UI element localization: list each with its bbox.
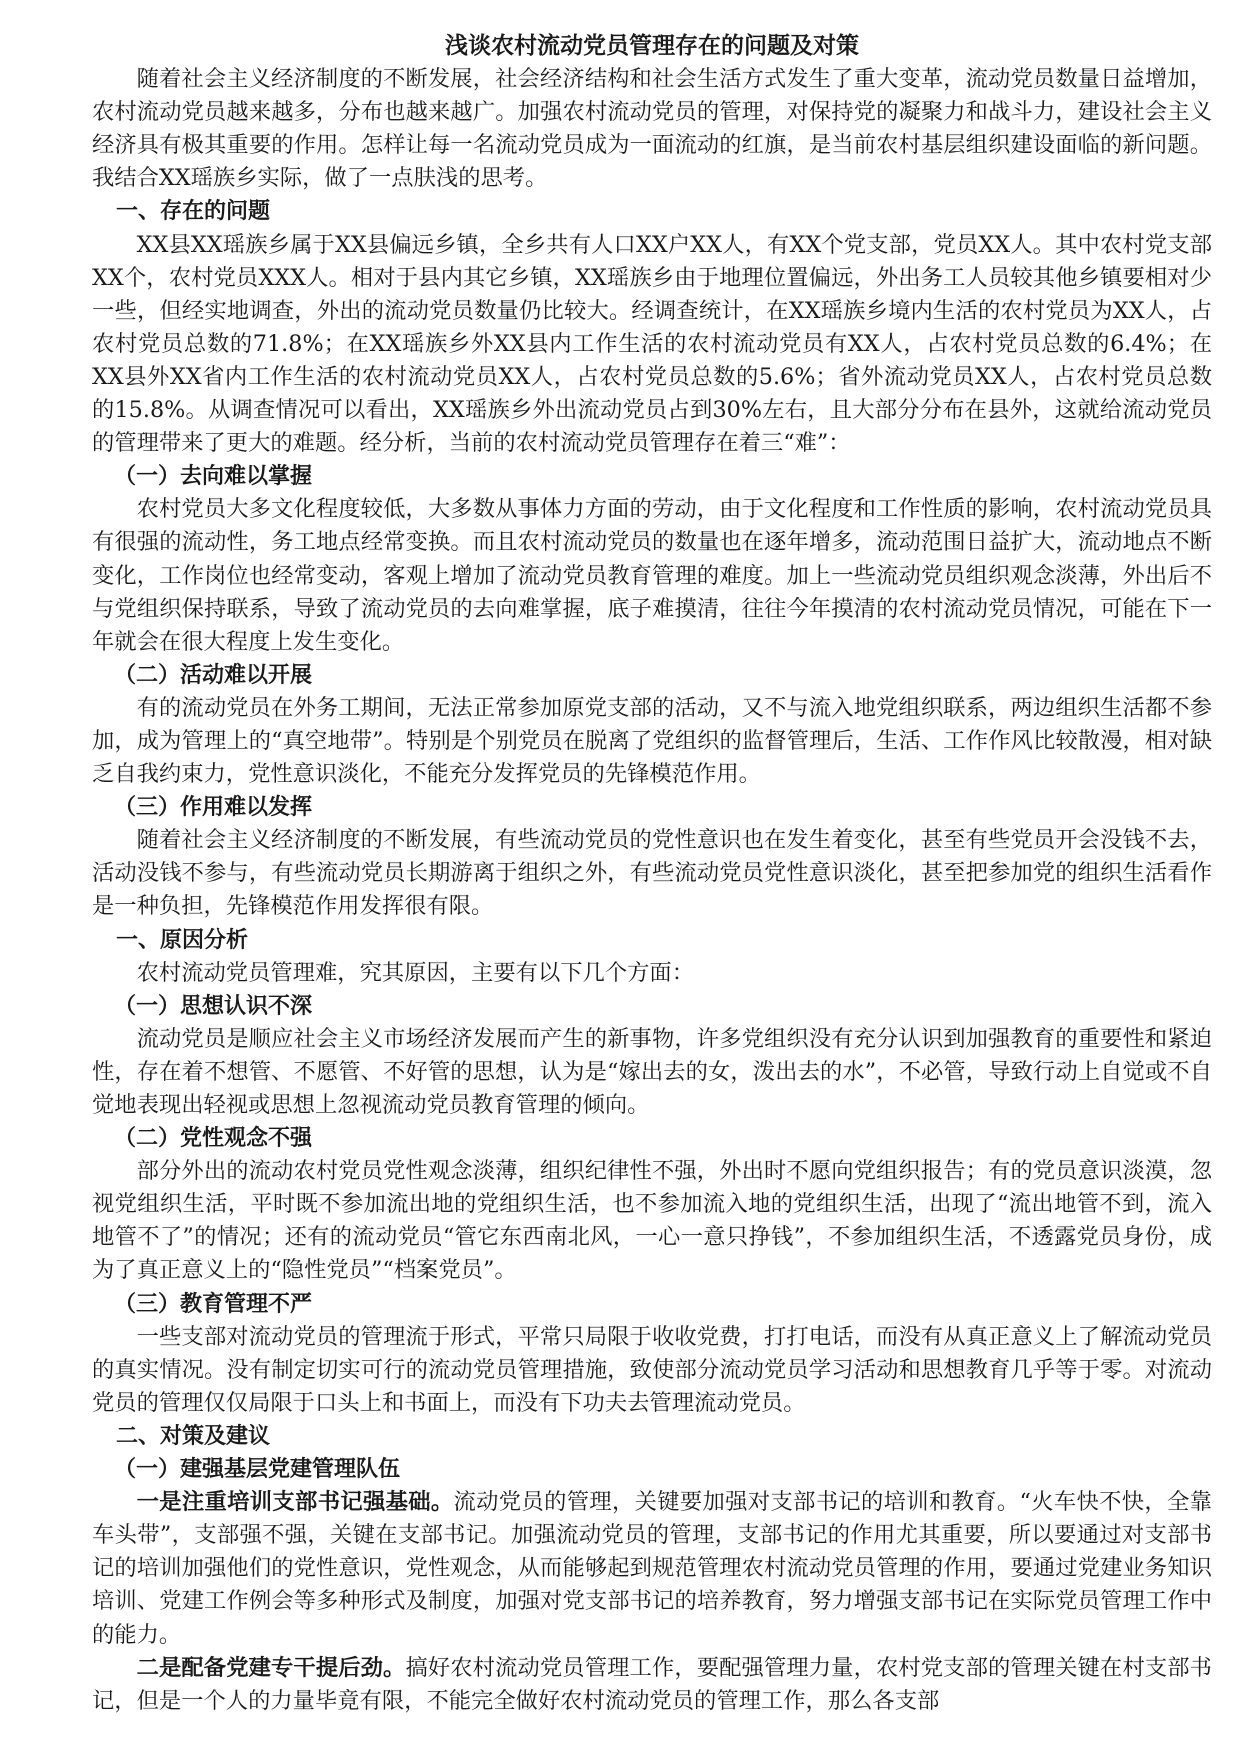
problems-paragraph: XX县XX瑶族乡属于XX县偏远乡镇，全乡共有人口XX户XX人，有XX个党支部，党员XX人。其中农村党支部XX个，农村党员XXX人。相对于县内其它乡镇，XX瑶族乡由于地理位置偏远，外出务工人员较其他乡镇要相对少一些，但经实地调查，外出的流动党员数量仍比较大。经调查统计，在XX瑶族乡境内生活的农村党员为XX人，占农村党员总数的71.8%；在XX瑶族乡外XX县内工作生活的农村流动党员有XX人，占农村党员总数的6.4%；在XX县外XX省内工作生活的农村流动党员XX人，占农村党员总数的5.6%；省外流动党员XX人，占农村党员总数的15.8%。从调查情况可以看出，XX瑶族乡外出流动党员占到30%左右，且大部分分布在县外，这就给流动党员的管理带来了更大的难题。经分析，当前的农村流动党员管理存在着三“难”： <box>92 231 1212 457</box>
training-lead: 一是注重培训支部书记强基础。 <box>136 1489 454 1516</box>
activities-paragraph: 有的流动党员在外务工期间，无法正常参加原党支部的活动，又不与流入地党组织联系，两边组织生活都不参加，成为管理上的“真空地带”。特别是个别党员在脱离了党组织的监督管理后，生活、工作作风比较散漫，相对缺乏自我约束力，党性意识淡化，不能充分发挥党员的先锋模范作用。 <box>92 694 1212 788</box>
section-heading-problems: 一、存在的问题 <box>116 199 271 225</box>
document-page <box>92 30 1212 1718</box>
subheading-role: （三）作用难以发挥 <box>114 795 313 821</box>
staffing-lead: 二是配备党建专干提后劲。 <box>136 1654 406 1681</box>
whereabouts-paragraph: 农村党员大多文化程度较低，大多数从事体力方面的劳动，由于文化程度和工作性质的影响，农村流动党员具有很强的流动性，务工地点经常变换。而且农村流动党员的数量也在逐年增多，流动范围日益扩大，流动地点不断变化，工作岗位也经常变动，客观上增加了流动党员教育管理的难度。加上一些流动党员组织观念淡薄，外出后不与党组织保持联系，导致了流动党员的去向难掌握，底子难摸清，往往今年摸清的农村流动党员情况，可能在下一年就会在很大程度上发生变化。 <box>92 496 1212 655</box>
subheading-activities: （二）活动难以开展 <box>114 662 313 688</box>
staffing-body: 搞好农村流动党员管理工作，要配强管理力量，农村党支部的管理关键在村支部书记，但是一个人的力量毕竟有限，不能完全做好农村流动党员的管理工作，那么各支部 <box>92 1654 1212 1714</box>
party-spirit-paragraph: 部分外出的流动农村党员党性观念淡薄，组织纪律性不强，外出时不愿向党组织报告；有的党员意识淡漠，忽视党组织生活，平时既不参加流出地的党组织生活，也不参加流入地的党组织生活，出现了“流出地管不到，流入地管不了”的情况；还有的流动党员“管它东西南北风，一心一意只挣钱”，不参加组织生活，不透露党员身份，成为了真正意义上的“隐性党员”“档案党员”。 <box>92 1158 1212 1284</box>
intro-paragraph: 随着社会主义经济制度的不断发展，社会经济结构和社会生活方式发生了重大变革，流动党员数量日益增加，农村流动党员越来越多，分布也越来越广。加强农村流动党员的管理，对保持党的凝聚力和战斗力，建设社会主义经济具有极其重要的作用。怎样让每一名流动党员成为一面流动的红旗，是当前农村基层组织建设面临的新问题。我结合XX瑶族乡实际，做了一点肤浅的思考。 <box>92 66 1212 192</box>
subheading-education: （三）教育管理不严 <box>114 1291 313 1317</box>
awareness-paragraph: 流动党员是顺应社会主义市场经济发展而产生的新事物，许多党组织没有充分认识到加强教育的重要性和紧迫性，存在着不想管、不愿管、不好管的思想，认为是“嫁出去的女，泼出去的水”，不必管，导致行动上自觉或不自觉地表现出轻视或思想上忽视流动党员教育管理的倾向。 <box>92 1025 1212 1118</box>
section-heading-countermeasures: 二、对策及建议 <box>116 1423 271 1449</box>
section-heading-causes: 一、原因分析 <box>116 927 249 953</box>
subheading-awareness: （一）思想认识不深 <box>114 993 313 1019</box>
document-title: 浅谈农村流动党员管理存在的问题及对策 <box>445 33 859 59</box>
training-paragraph <box>92 1486 1212 1651</box>
role-paragraph: 随着社会主义经济制度的不断发展，有些流动党员的党性意识也在发生着变化，甚至有些党员开会没钱不去，活动没钱不参与，有些流动党员长期游离于组织之外，有些流动党员党性意识淡化，甚至把参加党的组织生活看作是一种负担，先锋模范作用发挥很有限。 <box>92 827 1212 920</box>
causes-intro-paragraph: 农村流动党员管理难，究其原因，主要有以下几个方面： <box>136 959 695 986</box>
subheading-whereabouts: （一）去向难以掌握 <box>114 464 313 490</box>
staffing-paragraph <box>92 1652 1212 1718</box>
subheading-team-building: （一）建强基层党建管理队伍 <box>114 1457 401 1483</box>
education-paragraph: 一些支部对流动党员的管理流于形式，平常只局限于收收党费，打打电话，而没有从真正意义上了解流动党员的真实情况。没有制定切实可行的流动党员管理措施，致使部分流动党员学习活动和思想教育几乎等于零。对流动党员的管理仅仅局限于口头上和书面上，而没有下功夫去管理流动党员。 <box>92 1323 1212 1416</box>
training-body: 流动党员的管理，关键要加强对支部书记的培训和教育。“火车快不快，全靠车头带”，支部强不强，关键在支部书记。加强流动党员的管理，支部书记的作用尤其重要，所以要通过对支部书记的培训加强他们的党性意识，党性观念，从而能够起到规范管理农村流动党员管理的作用，要通过党建业务知识培训、党建工作例会等多种形式及制度，加强对党支部书记的培养教育，努力增强支部书记在实际党员管理工作中的能力。 <box>92 1489 1212 1648</box>
subheading-party-spirit: （二）党性观念不强 <box>114 1126 313 1152</box>
